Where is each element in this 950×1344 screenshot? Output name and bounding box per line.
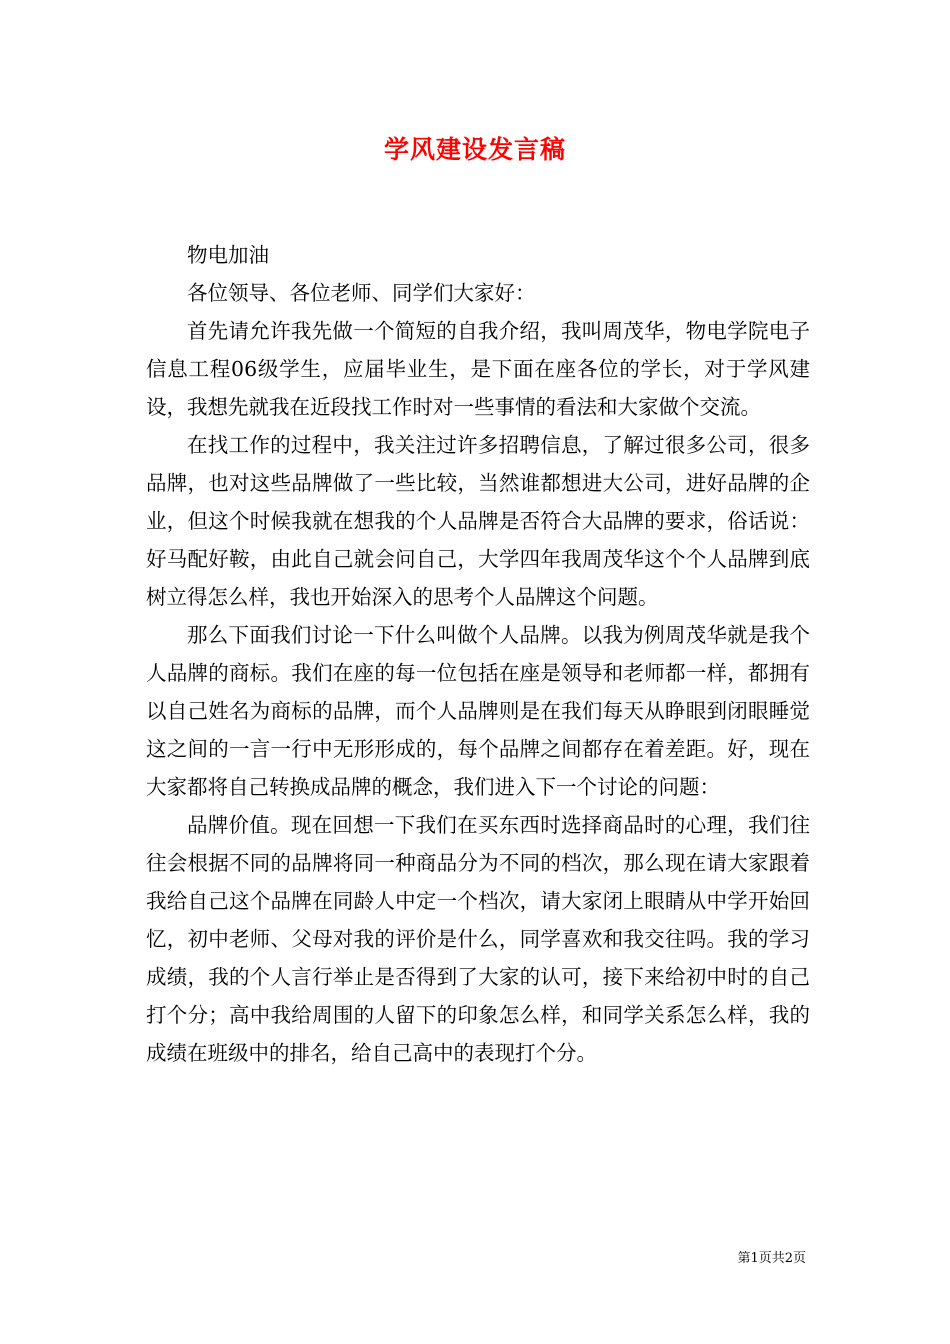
paragraph-personal-brand: 那么下面我们讨论一下什么叫做个人品牌。以我为例周茂华就是我个人品牌的商标。我们在座的每一位包括在座是领导和老师都一样，都拥有以自己姓名为商标的品牌，而个人品牌则是在我们每天从睁眼到闭眼睡觉这之间的一言一行中无形形成的，每个品牌之间都存在着差距。好，现在大家都将自己转换成品牌的概念，我们进入下一个讨论的问题： xyxy=(146,623,810,799)
paragraph-greeting-short: 物电加油 xyxy=(187,243,269,267)
document-title: 学风建设发言稿 xyxy=(383,135,566,164)
paragraph-job-search: 在找工作的过程中，我关注过许多招聘信息，了解过很多公司，很多品牌，也对这些品牌做了一些比较，当然谁都想进大公司，进好品牌的企业，但这个时候我就在想我的个人品牌是否符合大品牌的要求，俗话说：好马配好鞍，由此自己就会问自己，大学四年我周茂华这个个人品牌到底树立得怎么样，我也开始深入的思考个人品牌这个问题。 xyxy=(146,433,810,609)
document-body xyxy=(146,236,810,1072)
page-number-footer: 第1页共2页 xyxy=(737,1251,806,1266)
paragraph-brand-value: 品牌价值。现在回想一下我们在买东西时选择商品时的心理，我们往往会根据不同的品牌将同一种商品分为不同的档次，那么现在请大家跟着我给自己这个品牌在同龄人中定一个档次，请大家闭上眼睛从中学开始回忆，初中老师、父母对我的评价是什么，同学喜欢和我交往吗。我的学习成绩，我的个人言行举止是否得到了大家的认可，接下来给初中时的自己打个分；高中我给周围的人留下的印象怎么样，和同学关系怎么样，我的成绩在班级中的排名，给自己高中的表现打个分。 xyxy=(146,813,810,1065)
paragraph-introduction: 首先请允许我先做一个简短的自我介绍，我叫周茂华，物电学院电子信息工程06级学生，应届毕业生，是下面在座各位的学长，对于学风建设，我想先就我在近段找工作时对一些事情的看法和大家做个交流。 xyxy=(146,319,810,419)
paragraph-salutation: 各位领导、各位老师、同学们大家好： xyxy=(187,281,536,305)
